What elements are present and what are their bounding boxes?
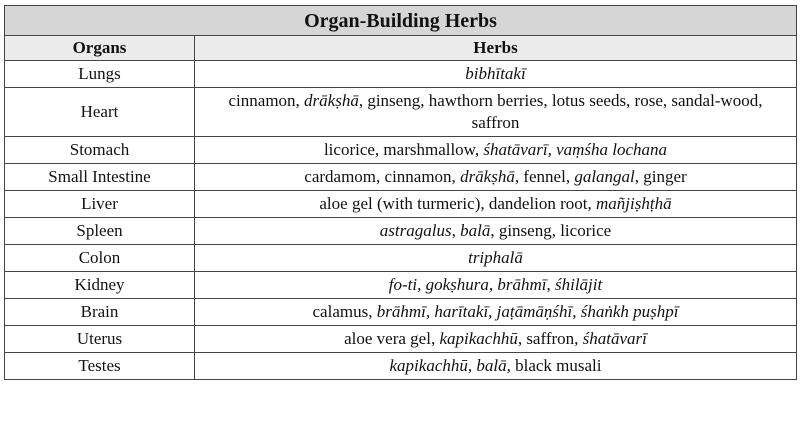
herbs-cell xyxy=(195,218,797,245)
table-row xyxy=(5,137,797,164)
column-header-herbs: Herbs xyxy=(195,36,797,61)
herb-name-italic: drākṣhā xyxy=(304,91,359,110)
herb-text: , ginseng, licorice xyxy=(490,221,612,240)
table-row xyxy=(5,218,797,245)
herb-name-italic: mañjiṣhṭhā xyxy=(596,194,672,213)
herb-text: licorice, marshmallow, xyxy=(323,140,484,159)
organ-cell: Lungs xyxy=(5,61,195,88)
herb-name-italic: drākṣhā xyxy=(460,167,515,186)
organ-cell: Small Intestine xyxy=(5,164,195,191)
herbs-cell xyxy=(195,353,797,380)
table-row xyxy=(5,191,797,218)
herbs-cell xyxy=(195,88,797,137)
table-row xyxy=(5,88,797,137)
organ-cell: Stomach xyxy=(5,137,195,164)
herb-name-italic: balā xyxy=(460,221,491,240)
organ-cell: Colon xyxy=(5,245,195,272)
herb-name-italic: śhilājit xyxy=(555,275,603,294)
herb-name-italic: śhatāvarī xyxy=(582,329,647,348)
herb-name-italic: astragalus xyxy=(379,221,452,240)
herb-text: cinnamon, xyxy=(228,91,305,110)
herb-text: calamus, xyxy=(312,302,377,321)
herb-name-italic: kapikachhū, balā, xyxy=(389,356,511,375)
herb-text: black musali xyxy=(510,356,602,375)
herb-name-italic: fo-ti, gokṣhura xyxy=(388,275,489,294)
organ-cell: Testes xyxy=(5,353,195,380)
herb-name-italic: brāhmī, harītakī, jaṭāmāṇśhī, śhaṅkh puṣhpī xyxy=(376,302,679,321)
herb-text: aloe gel (with turmeric), dandelion root, xyxy=(319,194,597,213)
herbs-cell xyxy=(195,164,797,191)
herb-name-italic: bibhītakī xyxy=(465,64,526,83)
herb-text: , fennel, xyxy=(514,167,575,186)
herb-name-italic: triphalā xyxy=(468,248,523,267)
table-row xyxy=(5,353,797,380)
herb-text: , saffron, xyxy=(517,329,583,348)
table-title: Organ-Building Herbs xyxy=(5,6,797,36)
table-title-row xyxy=(5,6,797,36)
table-row xyxy=(5,326,797,353)
organ-cell: Liver xyxy=(5,191,195,218)
column-header-organs: Organs xyxy=(5,36,195,61)
herbs-cell xyxy=(195,245,797,272)
herb-name-italic: galangal xyxy=(574,167,635,186)
herb-text: , xyxy=(546,275,555,294)
herbs-cell xyxy=(195,326,797,353)
organ-building-herbs-table xyxy=(4,5,797,380)
organ-cell: Kidney xyxy=(5,272,195,299)
herb-name-italic: śhatāvarī, vaṃśha lochana xyxy=(483,140,668,159)
herbs-cell xyxy=(195,61,797,88)
table-row xyxy=(5,299,797,326)
herb-text: cardamom, cinnamon, xyxy=(304,167,461,186)
herbs-cell xyxy=(195,299,797,326)
herb-text: , xyxy=(488,275,498,294)
table-row xyxy=(5,245,797,272)
organ-cell: Heart xyxy=(5,88,195,137)
table-row xyxy=(5,61,797,88)
herb-name-italic: brāhmī xyxy=(497,275,547,294)
herb-text: , xyxy=(451,221,461,240)
herb-text: aloe vera gel, xyxy=(344,329,440,348)
organ-cell: Brain xyxy=(5,299,195,326)
herb-text: , ginger xyxy=(634,167,687,186)
herbs-cell xyxy=(195,272,797,299)
organ-cell: Spleen xyxy=(5,218,195,245)
herb-text: , ginseng, hawthorn berries, lotus seeds, rose, sandal-wood, saffron xyxy=(358,91,763,132)
table-body xyxy=(5,61,797,380)
herbs-cell xyxy=(195,191,797,218)
table-row xyxy=(5,164,797,191)
table-header-row xyxy=(5,36,797,61)
organ-cell: Uterus xyxy=(5,326,195,353)
herbs-table-wrapper xyxy=(4,5,796,380)
herbs-cell xyxy=(195,137,797,164)
herb-name-italic: kapikachhū xyxy=(439,329,518,348)
table-row xyxy=(5,272,797,299)
